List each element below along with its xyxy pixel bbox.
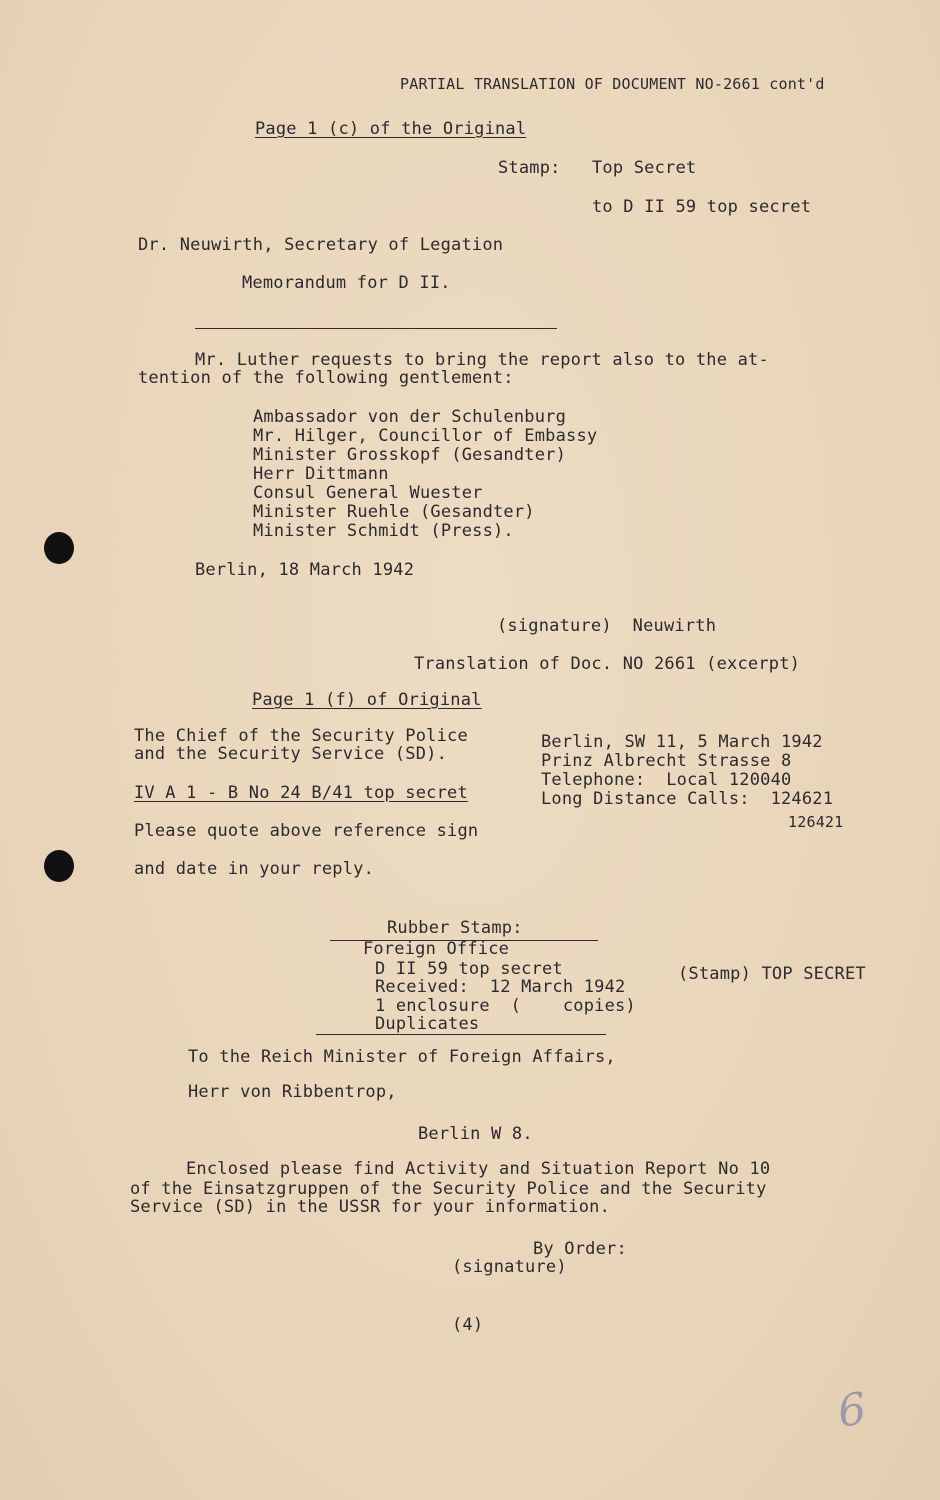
address-line-3: Telephone: Local 120040 xyxy=(541,770,792,790)
recipient-item: Minister Grosskopf (Gesandter) xyxy=(253,445,567,465)
stamp-label: Stamp: xyxy=(498,158,561,178)
recipient-item: Ambassador von der Schulenburg xyxy=(253,407,567,427)
page-heading-f: Page 1 (f) of Original xyxy=(252,690,482,710)
date-line: Berlin, 18 March 1942 xyxy=(195,560,415,580)
closing-by-order: By Order: xyxy=(533,1239,627,1259)
recipient-item: Consul General Wuester xyxy=(253,483,483,503)
rubber-stamp-line: 1 enclosure ( copies) xyxy=(375,996,636,1016)
translation-line: Translation of Doc. NO 2661 (excerpt) xyxy=(414,654,801,674)
quote-line-2: and date in your reply. xyxy=(134,859,375,879)
address-line-1: Berlin, SW 11, 5 March 1942 xyxy=(541,732,823,752)
rubber-stamp-title: Rubber Stamp: xyxy=(387,918,523,938)
punch-hole-icon xyxy=(44,532,74,564)
divider-rule xyxy=(195,328,557,329)
document-header: PARTIAL TRANSLATION OF DOCUMENT NO-2661 cont'd xyxy=(400,75,825,93)
recipient-item: Herr Dittmann xyxy=(253,464,389,484)
page-number: (4) xyxy=(452,1315,484,1335)
rubber-stamp-line: D II 59 top secret xyxy=(375,959,563,979)
letter-body-line-1: Enclosed please find Activity and Situation Report No 10 xyxy=(186,1159,771,1179)
letter-body-line-3: Service (SD) in the USSR for your information. xyxy=(130,1197,611,1217)
letter-name-line: Herr von Ribbentrop, xyxy=(188,1082,397,1102)
letter-body-line-2: of the Einsatzgruppen of the Security Police and the Security xyxy=(130,1179,767,1199)
recipient-item: Minister Schmidt (Press). xyxy=(253,521,514,541)
rubber-stamp-line: Received: 12 March 1942 xyxy=(375,977,626,997)
body-line-1: Mr. Luther requests to bring the report also to the at- xyxy=(195,350,769,370)
quote-line-1: Please quote above reference sign xyxy=(134,821,479,841)
rubber-stamp-line: Duplicates xyxy=(375,1014,480,1034)
sender-line-1: The Chief of the Security Police xyxy=(134,726,468,746)
reference-line: to D II 59 top secret xyxy=(592,197,812,217)
recipient-item: Minister Ruehle (Gesandter) xyxy=(253,502,535,522)
letter-to-line: To the Reich Minister of Foreign Affairs, xyxy=(188,1047,616,1067)
sender-line-2: and the Security Service (SD). xyxy=(134,744,448,764)
address-line-5: 126421 xyxy=(788,813,844,831)
address-line-4: Long Distance Calls: 124621 xyxy=(541,789,834,809)
stamp-side-note: (Stamp) TOP SECRET xyxy=(678,964,866,984)
signature-line: (signature) Neuwirth xyxy=(497,616,717,636)
letter-city-line: Berlin W 8. xyxy=(418,1124,533,1144)
punch-hole-icon xyxy=(44,850,74,882)
from-line: Dr. Neuwirth, Secretary of Legation xyxy=(138,235,504,255)
body-line-2: tention of the following gentlement: xyxy=(138,368,514,388)
address-line-2: Prinz Albrecht Strasse 8 xyxy=(541,751,792,771)
rubber-stamp-line: Foreign Office xyxy=(363,939,510,959)
stamp-bottom-rule xyxy=(316,1034,606,1035)
page-heading-c: Page 1 (c) of the Original xyxy=(255,119,527,139)
memo-line: Memorandum for D II. xyxy=(242,273,451,293)
reference-sign: IV A 1 - B No 24 B/41 top secret xyxy=(134,783,468,803)
stamp-value: Top Secret xyxy=(592,158,697,178)
closing-signature: (signature) xyxy=(452,1257,567,1277)
pencil-mark: 6 xyxy=(834,1383,870,1438)
recipient-item: Mr. Hilger, Councillor of Embassy xyxy=(253,426,598,446)
